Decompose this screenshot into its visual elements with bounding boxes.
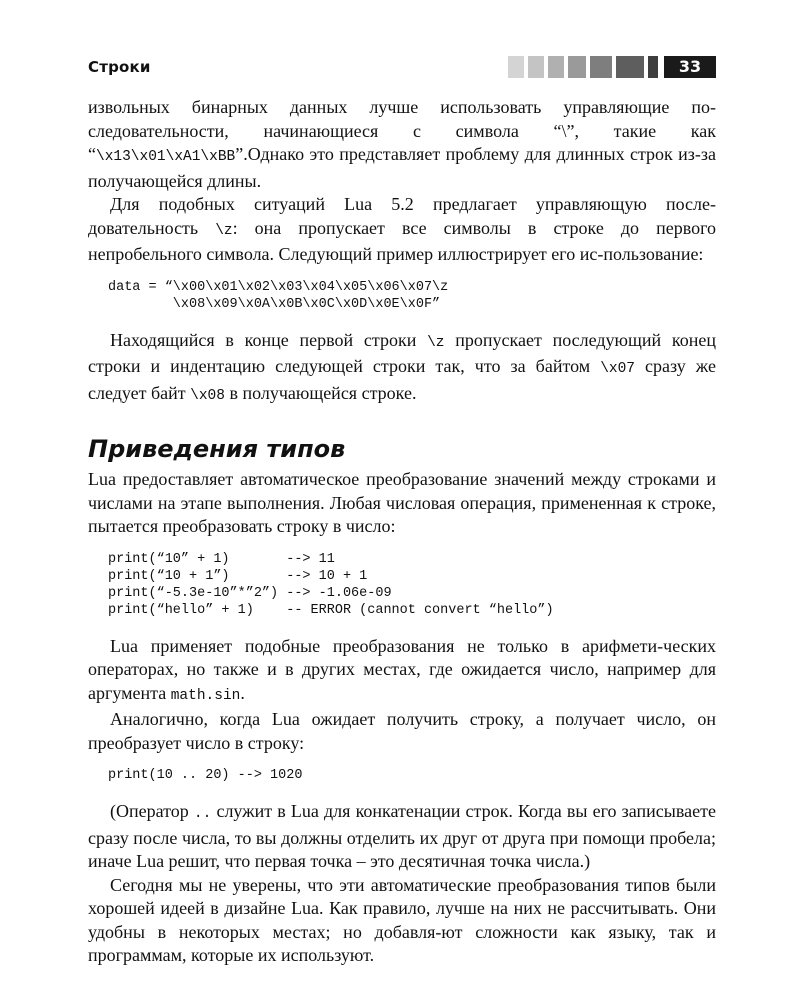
header-bars [508, 56, 662, 78]
inline-code: \x07 [600, 361, 635, 377]
code-block: print(“10” + 1) --> 11 print(“10 + 1”) --> 10 + 1 print(“-5.3e-10”*”2”) --> -1.06e-09 print(“hello” + 1) -- ERROR (cannot convert “hello”) [108, 551, 554, 618]
paragraph: Находящийся в конце первой строки \z пропускает последующий конец строки и индентацию следующей строки так, что за байтом \x07 сразу же следует байт \x08 в получающейся строке. [88, 329, 716, 404]
page-body [88, 96, 716, 968]
header-bar [616, 56, 644, 78]
page-header [88, 52, 716, 82]
page-number: 33 [664, 56, 716, 78]
code-block: print(10 .. 20) --> 1020 [108, 768, 303, 783]
paragraph: (Оператор .. служит в Lua для конкатенации строк. Когда вы его записываете сразу после числа, то вы должны отделить их друг от друга при помощи пробела; иначе Lua решит, что первая точка – это десятичная точка числа.) [88, 801, 716, 871]
inline-code: \z [427, 334, 445, 351]
running-title: Строки [88, 58, 151, 76]
inline-code: \z [215, 222, 233, 239]
header-bar [648, 56, 658, 78]
header-bar [590, 56, 612, 78]
paragraph: извольных бинарных данных лучше использовать управляющие по-следовательности, начинающиеся с символа “\”, такие как “\x13\x01\xA1\xBB”.Однако это представляет проблему для длинных строк из-за получающейся длины. [88, 97, 716, 191]
paragraph: Lua применяет подобные преобразования не только в арифмети-ческих операторах, но также и в других местах, где ожидается число, например для аргумента math.sin. [88, 635, 716, 704]
section-title: Приведения типов [88, 435, 346, 463]
header-bar [508, 56, 524, 78]
inline-code: \x08 [190, 387, 225, 404]
header-bar [528, 56, 544, 78]
inline-code: \x13\x01\xA1\xBB [96, 149, 236, 165]
paragraph: Для подобных ситуаций Lua 5.2 предлагает управляющую после-довательность \z: она пропускает все символы в строке до первого непробельного символа. Следующий пример иллюстрирует его ис-пользование: [88, 194, 717, 264]
inline-code: math.sin [170, 687, 241, 704]
paragraph: Сегодня мы не уверены, что эти автоматические преобразования типов были хорошей идеей в дизайне Lua. Как правило, лучше на них не рассчитывать. Они удобны в некоторых местах; но добавля-ют сложности как языку, так и программам, которые их используют. [88, 874, 716, 965]
header-bar [568, 56, 586, 78]
paragraph: Аналогично, когда Lua ожидает получить строку, а получает число, он преобразует число в строку: [88, 709, 716, 753]
code-block: data = “\x00\x01\x02\x03\x04\x05\x06\x07\z \x08\x09\x0A\x0B\x0C\x0D\x0E\x0F” [108, 279, 449, 312]
header-bar [548, 56, 564, 78]
paragraph: Lua предоставляет автоматическое преобразование значений между строками и числами на этапе выполнения. Любая числовая операция, примененная к строке, пытается преобразовать строку в число: [88, 469, 716, 536]
inline-code: .. [193, 806, 212, 822]
